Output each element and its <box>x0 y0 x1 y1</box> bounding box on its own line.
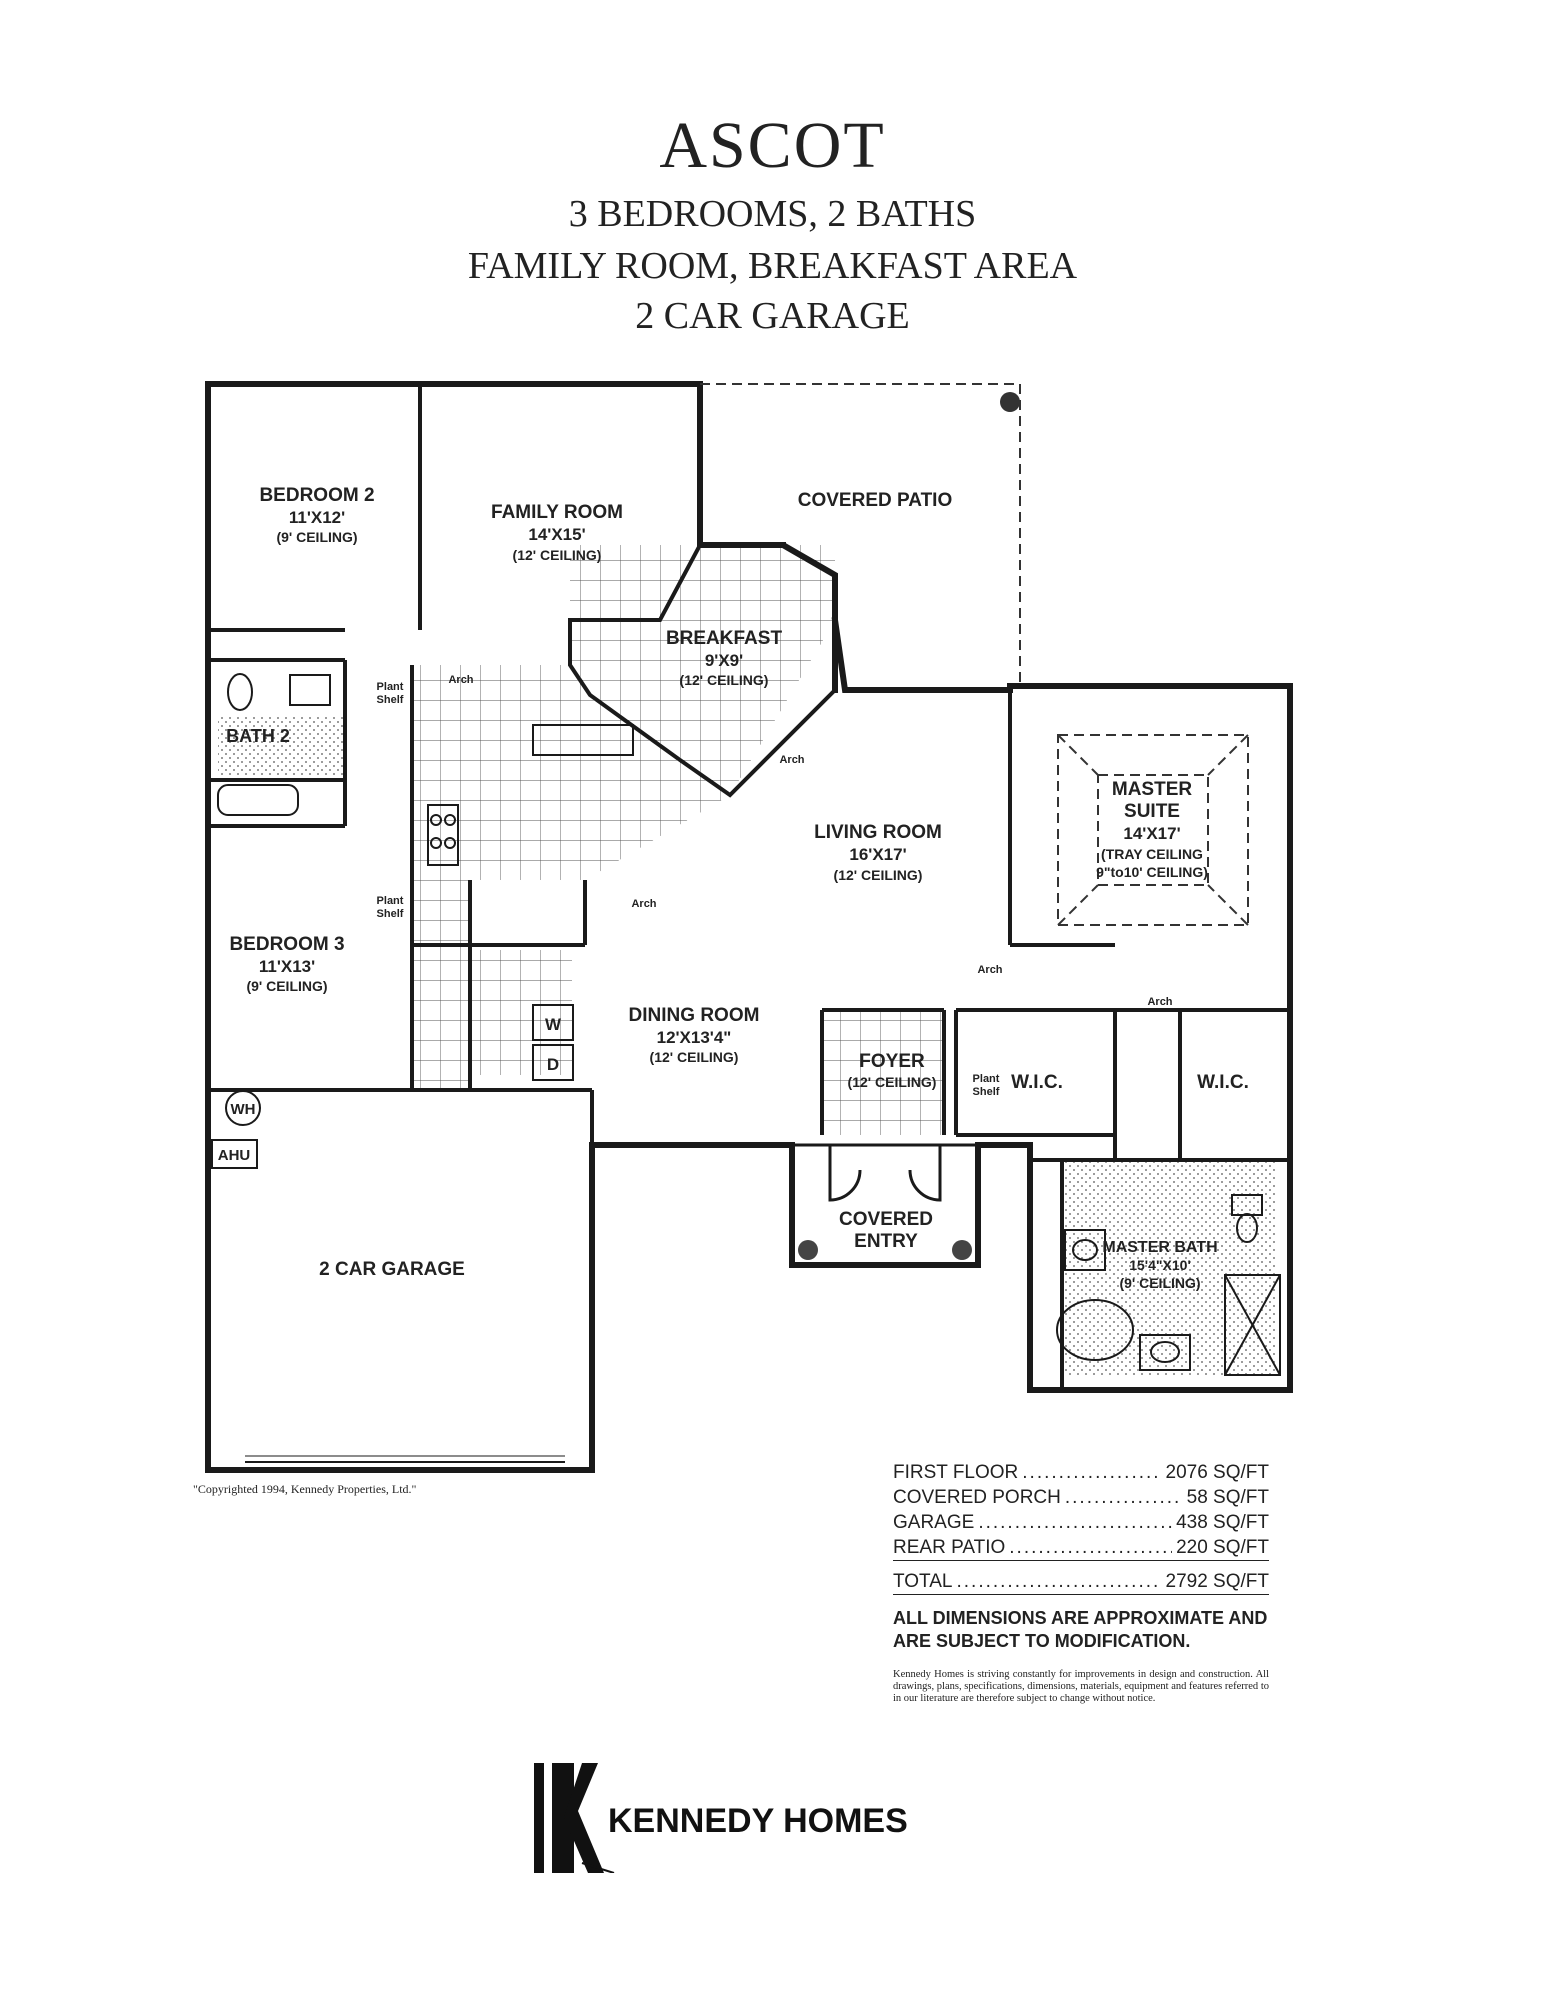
stats-row-rear-patio <box>893 1535 1269 1561</box>
master-suite-ceiling2: 9"to10' CEILING) <box>1096 864 1208 880</box>
bedroom3-size: 11'X13' <box>258 957 316 976</box>
dining-room-size: 12'X13'4" <box>656 1028 732 1047</box>
plan-subtitle-rooms: 3 BEDROOMS, 2 BATHS <box>568 193 977 235</box>
bedroom2-name: BEDROOM 2 <box>259 485 375 506</box>
stats-value: 438 SQ/FT <box>1176 1512 1269 1533</box>
entry-column-left <box>798 1240 818 1260</box>
bedroom3-label <box>229 934 344 994</box>
foyer-label <box>848 1051 937 1090</box>
dining-room-name: DINING ROOM <box>628 1005 760 1026</box>
copyright-notice: "Copyrighted 1994, Kennedy Properties, Ltd." <box>193 1482 417 1496</box>
arch-label-living: Arch <box>977 964 1003 976</box>
living-room-label <box>814 822 942 883</box>
entry-column-right <box>952 1240 972 1260</box>
living-room-ceiling: (12' CEILING) <box>833 867 923 883</box>
bedroom2-size: 11'X12' <box>288 508 346 527</box>
living-room-size: 16'X17' <box>849 845 907 864</box>
garage-label: 2 CAR GARAGE <box>319 1259 465 1280</box>
master-suite-ceiling1: (TRAY CEILING <box>1101 846 1203 862</box>
plant-shelf-label-2a: Plant <box>376 895 404 907</box>
stats-label: COVERED PORCH <box>893 1487 1061 1508</box>
bedroom2-ceiling: (9' CEILING) <box>276 529 358 545</box>
stats-row-covered-porch <box>893 1485 1269 1510</box>
stats-total-value: 2792 SQ/FT <box>1165 1571 1269 1592</box>
stats-value: 220 SQ/FT <box>1176 1537 1269 1558</box>
plant-shelf-label-1b: Shelf <box>376 694 404 706</box>
stats-label: GARAGE <box>893 1512 975 1533</box>
disclaimer-text: Kennedy Homes is striving constantly for improvements in design and construction. All drawings, plans, specifications, dimensions, materials, equipment and features referred to in our literature are therefore subject to change without notice. <box>893 1669 1269 1704</box>
covered-entry-name1: COVERED <box>839 1209 933 1230</box>
breakfast-ceiling: (12' CEILING) <box>679 672 769 688</box>
water-heater-label: WH <box>230 1101 256 1118</box>
patio-label: COVERED PATIO <box>797 490 953 511</box>
square-footage-table <box>893 1460 1269 1705</box>
master-bath-ceiling: (9' CEILING) <box>1119 1275 1201 1291</box>
plan-subtitle-areas: FAMILY ROOM, BREAKFAST AREA <box>467 245 1078 287</box>
patio-column <box>1000 392 1020 412</box>
stats-row-garage <box>893 1510 1269 1535</box>
covered-entry-label <box>839 1209 933 1252</box>
stats-value: 58 SQ/FT <box>1186 1487 1269 1508</box>
plant-shelf-label-1a: Plant <box>376 681 404 693</box>
plan-subtitle-garage: 2 CAR GARAGE <box>635 295 910 337</box>
wic-right-label: W.I.C. <box>1197 1072 1249 1093</box>
family-room-ceiling: (12' CEILING) <box>512 547 602 563</box>
master-suite-label <box>1096 779 1208 880</box>
bedroom2-label <box>259 485 374 545</box>
dimensions-note: ALL DIMENSIONS ARE APPROXIMATE AND ARE SUBJECT TO MODIFICATION. <box>893 1608 1268 1651</box>
foyer-name: FOYER <box>859 1051 925 1072</box>
breakfast-size: 9'X9' <box>704 651 744 670</box>
covered-entry-name2: ENTRY <box>854 1231 918 1252</box>
arch-label-kitchen: Arch <box>448 674 474 686</box>
stats-row-first-floor <box>893 1460 1269 1485</box>
ahu-label: AHU <box>217 1147 251 1164</box>
foyer-ceiling: (12' CEILING) <box>847 1074 937 1090</box>
stats-value: 2076 SQ/FT <box>1165 1462 1269 1483</box>
stats-total-label: TOTAL <box>893 1571 953 1592</box>
breakfast-name: BREAKFAST <box>665 628 783 649</box>
master-suite-name1: MASTER <box>1111 779 1193 800</box>
living-room-name: LIVING ROOM <box>814 822 942 843</box>
master-suite-name2: SUITE <box>1124 801 1180 822</box>
bedroom3-ceiling: (9' CEILING) <box>246 978 328 994</box>
brand-name: KENNEDY HOMES <box>608 1802 908 1840</box>
bath2-label: BATH 2 <box>226 726 290 746</box>
plant-shelf-label-3a: Plant <box>972 1073 1000 1085</box>
arch-label-breakfast: Arch <box>779 754 805 766</box>
bedroom3-name: BEDROOM 3 <box>229 934 345 955</box>
dryer-label: D <box>546 1055 560 1074</box>
family-room-name: FAMILY ROOM <box>491 502 623 523</box>
washer-label: W <box>544 1015 562 1034</box>
plant-shelf-label-3b: Shelf <box>972 1086 1000 1098</box>
plant-shelf-label-2b: Shelf <box>376 908 404 920</box>
master-bath-size: 15'4"X10' <box>1129 1257 1191 1273</box>
stats-label: FIRST FLOOR <box>893 1462 1019 1483</box>
plan-title: ASCOT <box>659 109 886 182</box>
family-room-size: 14'X15' <box>528 525 586 544</box>
master-suite-size: 14'X17' <box>1123 824 1181 843</box>
master-bath-name: MASTER BATH <box>1102 1239 1218 1256</box>
foyer-tile-floor <box>822 1010 944 1135</box>
arch-label-dining: Arch <box>631 898 657 910</box>
stats-label: REAR PATIO <box>893 1537 1006 1558</box>
dining-room-label <box>629 1005 760 1065</box>
stats-row-total <box>893 1569 1269 1595</box>
arch-label-master: Arch <box>1147 996 1173 1008</box>
wic-left-label: W.I.C. <box>1011 1072 1063 1093</box>
dining-room-ceiling: (12' CEILING) <box>649 1049 739 1065</box>
